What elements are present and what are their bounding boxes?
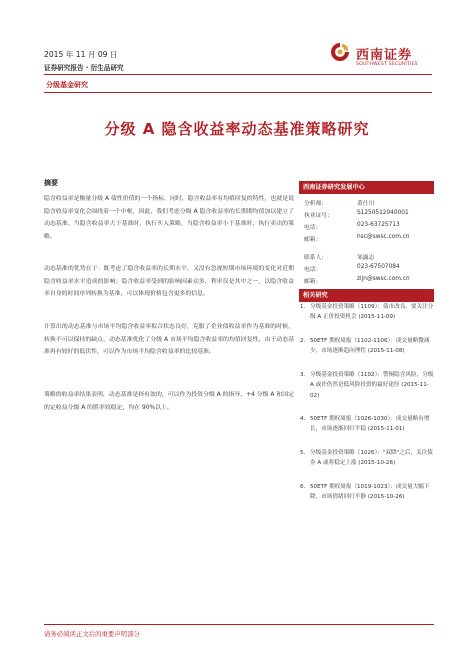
logo-chinese-name: 西南证券 bbox=[356, 48, 413, 63]
report-category: 分级基金研究 bbox=[46, 81, 88, 89]
report-date: 2015 年 11 月 09 日 bbox=[44, 50, 118, 59]
related-report-number: 6. bbox=[300, 484, 306, 490]
contact-email-label: 邮箱： bbox=[304, 279, 322, 285]
summary-paragraph-3: 计算出的动态基准与市场平均隐含收益率拟合状态良好，克服了企业债收益率作为基准的时候，转换不可以保持的缺点，动态基准优化了分级 A 市场平均隐含收益率的均值回复性，由于动态基准再有较好的低伏性，可以作为市场平均隐含收益率的比较基准。 bbox=[44, 324, 294, 356]
related-report-number: 2. bbox=[300, 338, 306, 344]
company-logo bbox=[330, 42, 440, 76]
related-report-number: 1. bbox=[300, 304, 306, 310]
related-report-number: 5. bbox=[300, 450, 306, 456]
related-research-header: 相关研究 bbox=[299, 289, 434, 302]
category-divider bbox=[44, 92, 432, 93]
contact-phone-label: 电话： bbox=[304, 267, 322, 273]
analyst-role: 分析师： bbox=[304, 201, 328, 207]
footer-disclaimer: 请务必阅读正文后的重要声明部分 bbox=[44, 630, 140, 638]
analyst-phone: 023-63725713 bbox=[357, 222, 400, 228]
analyst-email[interactable]: hsc@swsc.com.cn bbox=[357, 234, 410, 240]
summary-heading: 摘要 bbox=[44, 179, 58, 187]
analyst-phone-label: 电话： bbox=[304, 225, 322, 231]
analyst-cert: S1250512040001 bbox=[357, 210, 409, 216]
summary-paragraph-1: 隐含收益率是衡量分级 A 债性价值的一个指标，同时，隐含收益率有均值回复的特性，也就是说隐含收益率变化会围绕着一个中枢，因此，我们考虑分级 A 隐含收益率的长期期均值加以建立了动态基准，当隐含收益率大于基准时，执行买入策略，当隐含收益率小于基准时，执行卖出的策略。 bbox=[44, 196, 294, 240]
related-report-link[interactable]: 分级基金投资策略（1109）：债市改良，要关注分级 A 正价投资机会 (2015-11-09) bbox=[310, 304, 434, 321]
report-title: 分级 A 隐含收益率动态基准策略研究 bbox=[104, 120, 370, 138]
footer-divider bbox=[44, 624, 434, 625]
report-type: 证券研究报告 · 衍生品研究 bbox=[44, 64, 124, 72]
related-report-number: 3. bbox=[300, 372, 306, 378]
related-report-number: 4. bbox=[300, 416, 306, 422]
summary-paragraph-2: 动态基准的优势在于：既考虑了隐含收益率的长期水平，又没有忽视短期市场环境的变化对近期隐含收益率水平造成的影响；隐含收益率受到的影响因素众多，利率仅是其中之一，以隐含收益率自身的时间序列转换为基准，可以体现价格包含更多的信息。 bbox=[44, 266, 294, 298]
contact-name: 邹露志 bbox=[357, 255, 375, 261]
related-report-link[interactable]: 分级基金投资策略（1026）："双降"之后，关注债券 A 或将稳定上涨 (2015-10-26) bbox=[310, 450, 433, 467]
summary-paragraph-4: 策略的收益率结果表明，动态基准是择有效的，可以作为投资分级 A 的指导，+4 分级 A 和国定的定收益分级 A 的胜率较稳定，均在 90%以上。 bbox=[44, 392, 294, 411]
related-report-link[interactable]: 分级基金投资策略（1102）：警惕隐含风险，分级 A 或许仍然是低风险投资的最好途径 (2015-11-02) bbox=[310, 372, 434, 399]
analyst-cert-label: 执业证号： bbox=[304, 213, 333, 219]
research-center-header: 西南证券研究发展中心 bbox=[299, 181, 434, 194]
related-report-link[interactable]: 50ETF 期权周报（1102-1106）：成交量略微减少，市场逐渐趋向理性 (2015-11-08) bbox=[310, 338, 430, 355]
logo-english-name: SOUTHWEST SECURITIES bbox=[356, 62, 418, 67]
contact-phone: 023-67507084 bbox=[357, 264, 400, 270]
analyst-email-label: 邮箱： bbox=[304, 237, 322, 243]
logo-mark-icon bbox=[330, 42, 350, 62]
contact-role: 联系人： bbox=[304, 255, 328, 261]
contact-email[interactable]: zljn@swsc.com.cn bbox=[357, 276, 410, 282]
related-report-link[interactable]: 50ETF 期权周报（1019-1023）：成交量大幅下降，市场情绪回归平静 (2015-10-26) bbox=[310, 484, 430, 501]
analyst-name: 黄仕川 bbox=[357, 201, 375, 207]
related-report-link[interactable]: 50ETF 期权周报（1026-1030）：成交量略有增长，市场逐渐回归平稳 (2015-11-01) bbox=[310, 416, 430, 433]
